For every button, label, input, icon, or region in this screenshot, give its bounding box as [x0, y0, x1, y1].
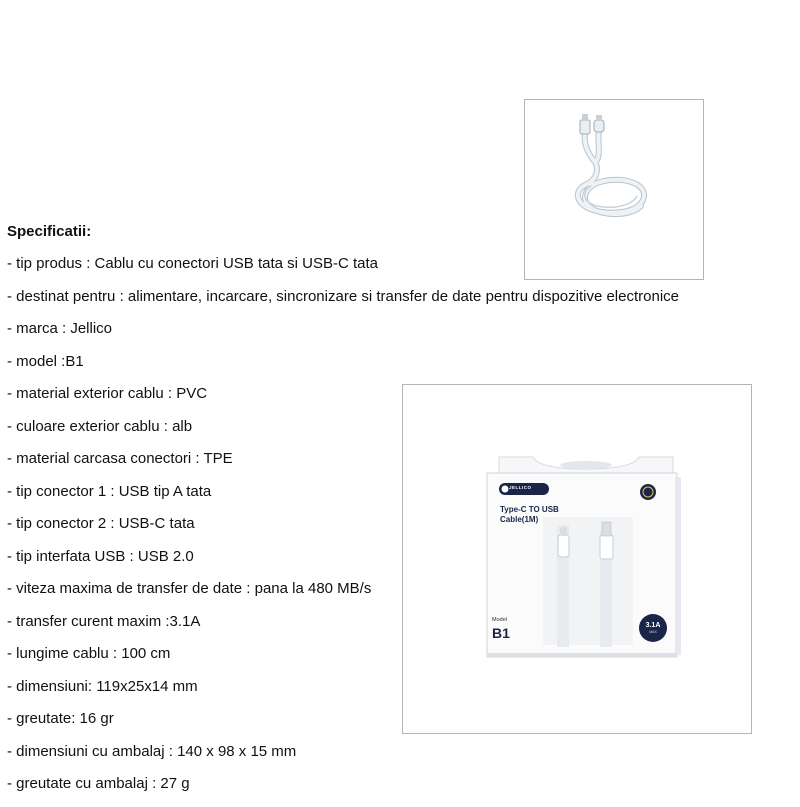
package-model: B1 — [492, 625, 510, 641]
spec-item: - greutate cu ambalaj : 27 g — [7, 775, 190, 792]
package-brand: JELLICO — [509, 485, 532, 490]
spec-item: - dimensiuni: 119x25x14 mm — [7, 677, 198, 695]
spec-item: - viteza maxima de transfer de date : pana la 480 MB/s — [7, 580, 372, 597]
spec-item: - dimensiuni cu ambalaj : 140 x 98 x 15 mm — [7, 742, 297, 760]
spec-item: - model :B1 — [7, 352, 84, 370]
package-amperage: 3.1A — [645, 622, 661, 629]
spec-item: - tip conector 2 : USB-C tata — [7, 515, 195, 532]
spec-item: - tip produs : Cablu cu conectori USB tata si USB-C tata — [7, 255, 378, 272]
spec-item: - culoare exterior cablu : alb — [7, 417, 193, 435]
package-title-line1: Type-C TO USB — [500, 505, 559, 514]
spec-item: - material exterior cablu : PVC — [7, 385, 208, 402]
package-image — [403, 385, 751, 733]
spec-item: - lungime cablu : 100 cm — [7, 645, 171, 662]
package-title — [500, 505, 570, 525]
package-title-line2: Cable(1M) — [500, 515, 539, 524]
package-amperage-sub: MAX — [649, 630, 657, 634]
spec-item: - transfer curent maxim :3.1A — [7, 612, 201, 630]
specs-heading: Specificatii: — [7, 223, 92, 240]
cable-photo — [524, 99, 704, 280]
spec-item: - destinat pentru : alimentare, incarcare, sincronizare si transfer de date pentru dispozitive electronice — [7, 287, 680, 305]
spec-item: - marca : Jellico — [7, 320, 113, 337]
spec-item: - tip conector 1 : USB tip A tata — [7, 482, 212, 500]
spec-item: - material carcasa conectori : TPE — [7, 450, 233, 467]
spec-item: - tip interfata USB : USB 2.0 — [7, 547, 194, 565]
spec-item: - greutate: 16 gr — [7, 710, 114, 727]
coiled-cable-image — [525, 100, 703, 279]
package-model-label: Model — [492, 617, 507, 623]
package-photo — [402, 384, 752, 734]
